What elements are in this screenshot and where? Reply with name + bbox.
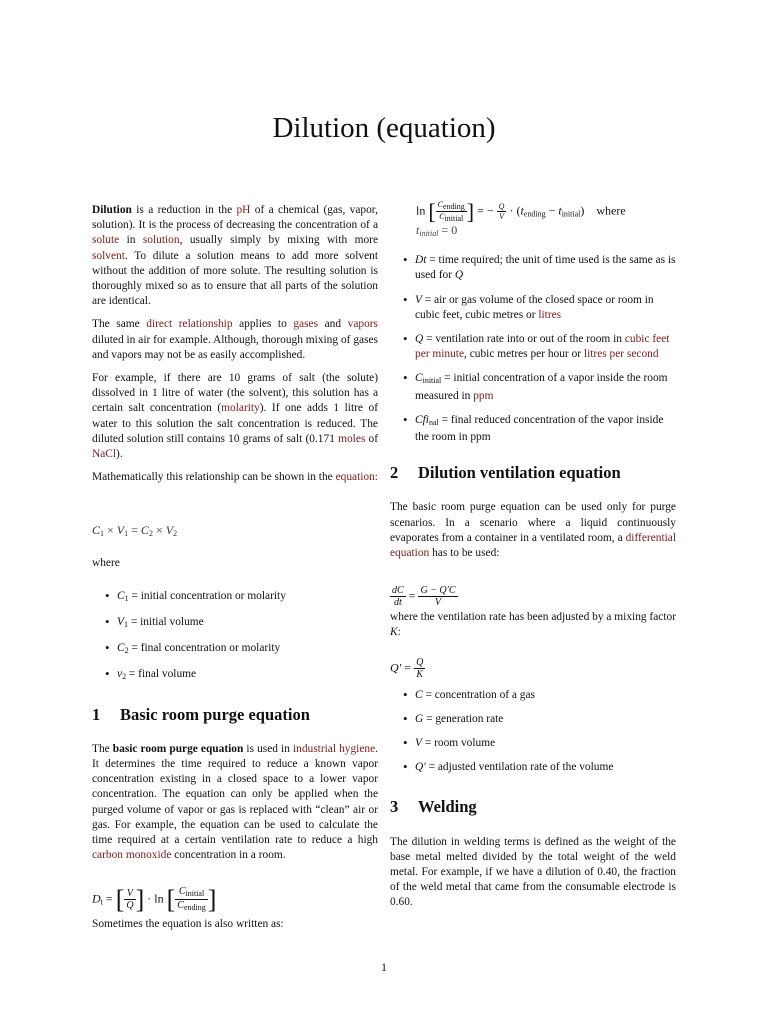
link-industrial-hygiene[interactable]: industrial hygiene xyxy=(292,742,376,755)
list-item: • Q′ = adjusted ventilation rate of the volume xyxy=(390,760,676,775)
link-ph[interactable]: pH xyxy=(236,204,251,216)
link-solution[interactable]: solution xyxy=(142,234,180,247)
link-differential-equation[interactable]: differential equation xyxy=(390,531,676,560)
equation-differential: $\frac{dC}{dt}$ = $\frac{G - Q'C}{V}$ xyxy=(392,585,456,609)
where-label: where xyxy=(92,556,120,569)
section-heading-1: 1 Basic room purge equation xyxy=(92,704,310,724)
paragraph-ventilation: The basic room purge equation can be used only for purge scenarios. In a scenario where a liquid continuously evaporates from a container in a ventilated room, a differential equation has to be used: xyxy=(390,501,676,560)
paragraph-mathematically: Mathematically this relationship can be shown in the equation: xyxy=(92,471,378,484)
list-item: • G = generation rate xyxy=(390,712,676,727)
link-moles[interactable]: moles xyxy=(338,432,366,445)
list-item: • $C_{initial}$ = initial concentration of a vapor inside the room measured in ppm xyxy=(390,371,676,403)
term-basic-room-purge: basic room purge equation xyxy=(112,742,244,755)
section-heading-3: 3 Welding xyxy=(390,797,477,817)
link-gases[interactable]: gases xyxy=(293,318,319,331)
list-item: • $C_1$ = initial concentration or molarity xyxy=(92,589,378,606)
list-item: • V = room volume xyxy=(390,736,676,751)
left-column xyxy=(92,203,378,940)
term-dilution: Dilution xyxy=(92,204,132,216)
list-item: • Cfi$_{nal}$ = final reduced concentration of the vapor inside the room in ppm xyxy=(390,413,676,445)
link-direct-relationship[interactable]: direct relationship xyxy=(146,318,233,331)
page-number: 1 xyxy=(381,960,387,974)
paragraph-also-written: Sometimes the equation is also written as: xyxy=(92,917,284,930)
paragraph-intro: Dilution is a reduction in the pH of a chemical (gas, vapor, solution). It is the process of decreasing the concentration of a solute in solution, usually simply by mixing with more solvent. To dilute a solution means to add more solvent without the addition of more solute. The resulting solution is thoroughly mixed so as to ensure that all parts of the solution are identical. xyxy=(92,204,378,308)
list-item: • $C_2$ = final concentration or molarity xyxy=(92,641,378,658)
link-litres-per-second[interactable]: litres per second xyxy=(583,348,659,361)
link-litres[interactable]: litres xyxy=(538,308,562,321)
paragraph-welding: The dilution in welding terms is defined as the weight of the base metal melted divided by the total weight of the weld metal. For example, if we have a dilution of 0.40, the fraction of the weld metal that came from the consumable electrode is 0.60. xyxy=(390,835,676,909)
link-solvent[interactable]: solvent xyxy=(92,249,125,262)
list-item: • $V_1$ = initial volume xyxy=(92,615,378,632)
equation-adjusted-rate: Q′ = $\frac{Q}{K}$ xyxy=(390,656,424,680)
paragraph-purge: The basic room purge equation is used in industrial hygiene. It determines the time required to reduce a known vapor concentration existing in a closed space to a lower vapor concentration. The equation can only be applied when the purged volume of vapor or gas is replaced with “clean” air or gas. For example, the equation can be used to calculate the time required at a certain ventilation rate to reduce a high carbon monoxide concentration in a room. xyxy=(92,742,379,862)
list-item: • Q = ventilation rate into or out of the room in cubic feet per minute, cubic metres per hour or litres per second xyxy=(390,332,676,362)
link-molarity[interactable]: molarity xyxy=(221,402,260,415)
link-carbon-monoxide[interactable]: carbon monoxide xyxy=(92,849,172,862)
page-title: Dilution (equation) xyxy=(272,112,496,144)
link-ppm[interactable]: ppm xyxy=(473,389,494,402)
purge-variables-list xyxy=(390,253,676,445)
list-item: • V = air or gas volume of the closed space or room in cubic feet, cubic metres or litres xyxy=(390,293,676,323)
equation-purge-time: $D_t$ = [ $\frac{V}{Q}$ ] · ln [ $\frac{C_{initial}}{C_{ending}}$ ] xyxy=(92,884,217,914)
paragraph-mixing-factor: where the ventilation rate has been adjusted by a mixing factor K: xyxy=(390,611,676,639)
list-item: • Dt = time required; the unit of time used is the same as is used for Q xyxy=(390,253,676,283)
ventilation-variables-list xyxy=(390,688,676,776)
right-column xyxy=(390,200,676,919)
link-solute[interactable]: solute xyxy=(92,234,120,247)
link-equation[interactable]: equation: xyxy=(335,471,378,484)
equation-c1v1: $C_1 \times V_1 = C_2 \times V_2$ xyxy=(92,523,178,539)
link-vapors[interactable]: vapors xyxy=(347,318,378,331)
list-item: • C = concentration of a gas xyxy=(390,688,676,703)
variables-list xyxy=(92,589,378,685)
section-heading-2: 2 Dilution ventilation equation xyxy=(390,463,621,483)
link-cfm[interactable]: cubic feet per minute xyxy=(415,333,670,361)
link-nacl[interactable]: NaCl xyxy=(92,448,117,461)
paragraph-gases: The same direct relationship applies to gases and vapors diluted in air for example. Although, thorough mixing of gases and vapors may not be as easily accomplished. xyxy=(92,318,378,361)
equation-log-form: ln [ $\frac{C_{ending}}{C_{initial}}$ ] = − $\frac{Q}{V}$ · $(t_{ending} - t_{initial})$ where $t_{initial} = 0$ xyxy=(416,198,626,238)
list-item: • $v_2$ = final volume xyxy=(92,667,378,684)
paragraph-salt-example: For example, if there are 10 grams of salt (the solute) dissolved in 1 litre of water (the solvent), this solution has a certain salt concentration (molarity). If one adds 1 litre of water to this solution the salt concentration is reduced. The diluted solution still contains 10 grams of salt (0.171 moles of NaCl). xyxy=(92,372,378,461)
